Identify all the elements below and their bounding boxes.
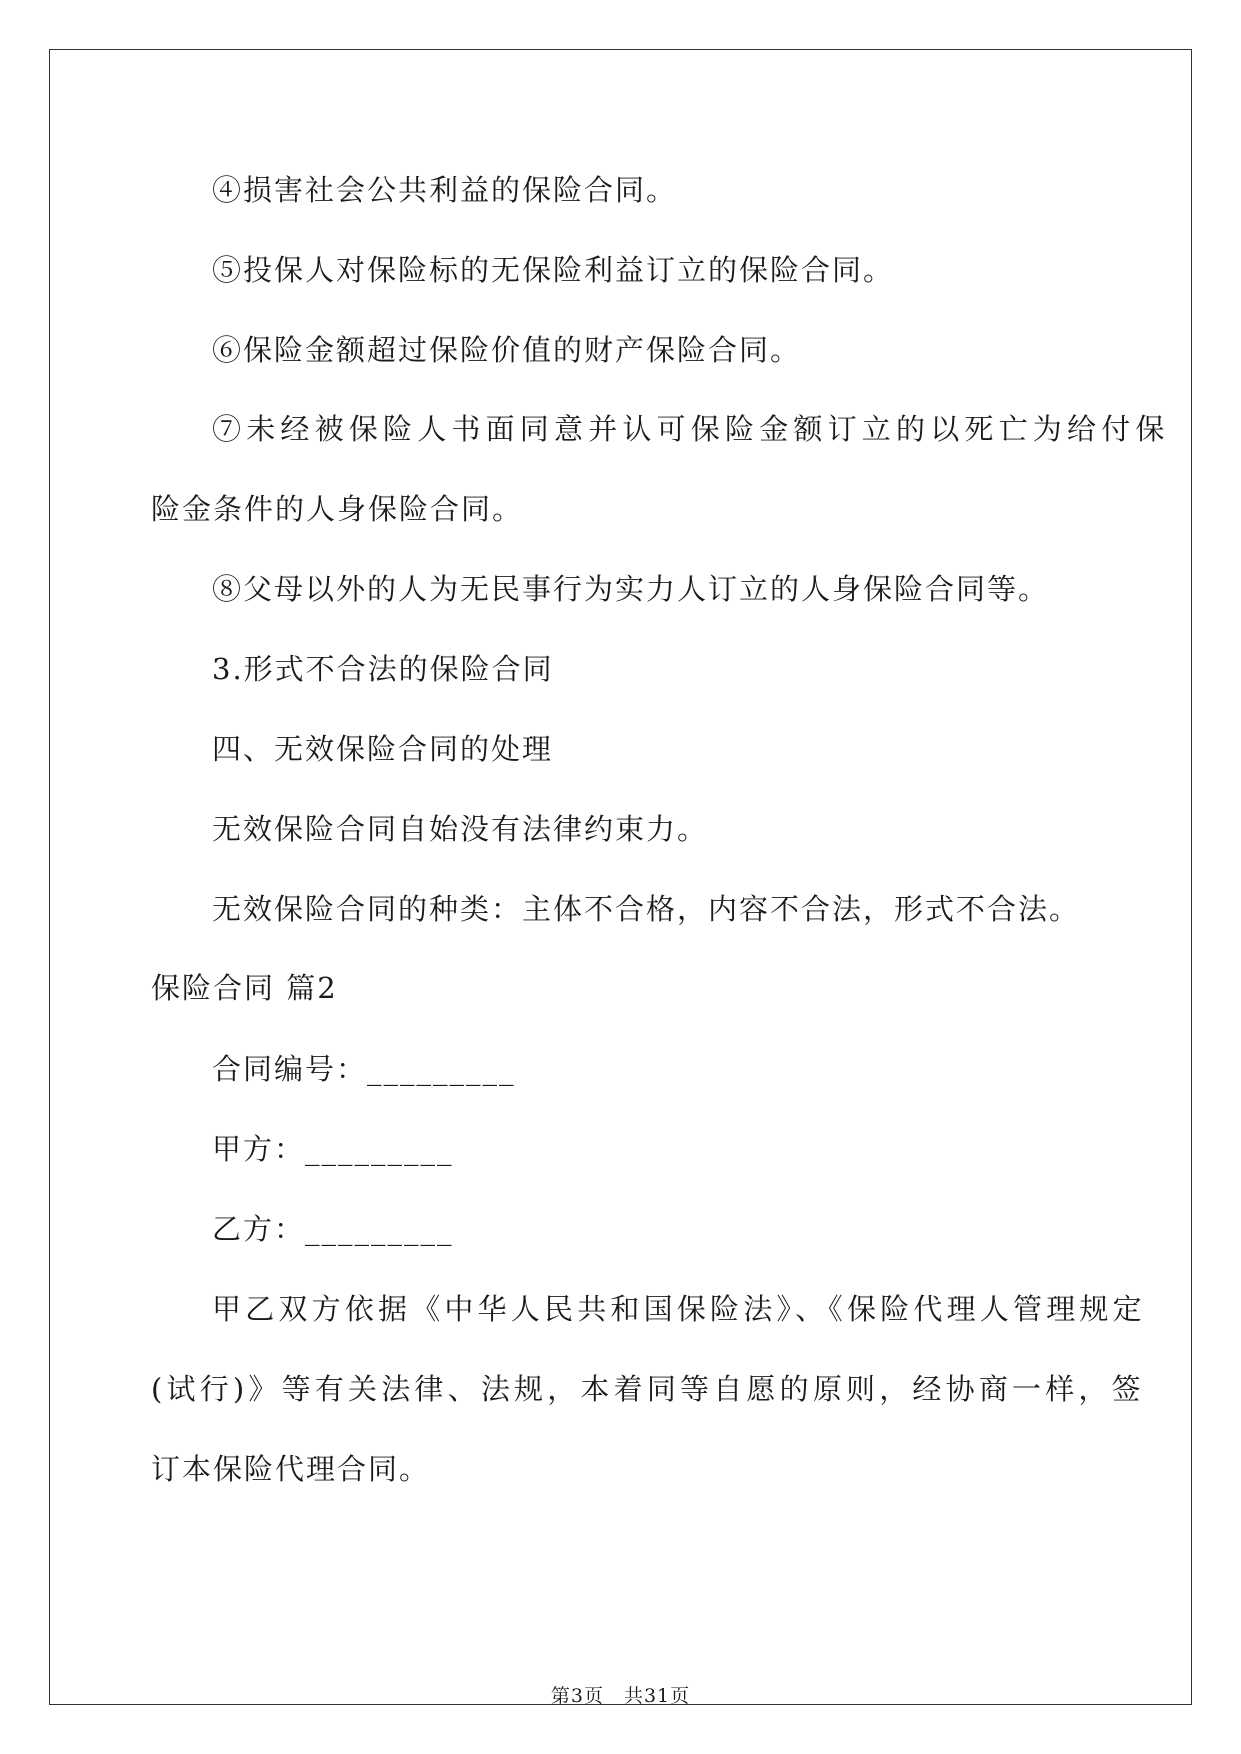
clause-7-line-1: ⑦未经被保险人书面同意并认可保险金额订立的以死亡为给付保 bbox=[212, 412, 1170, 446]
section-3-heading: 3.形式不合法的保险合同 bbox=[212, 652, 554, 686]
article-title: 保险合同 篇2 bbox=[151, 971, 338, 1005]
party-b-field: 乙方：_________ bbox=[212, 1212, 454, 1246]
preamble-line-3: 订本保险代理合同。 bbox=[151, 1452, 431, 1486]
clause-4: ④损害社会公共利益的保险合同。 bbox=[212, 173, 678, 207]
paragraph-no-binding: 无效保险合同自始没有法律约束力。 bbox=[212, 812, 709, 846]
clause-7-line-2: 险金条件的人身保险合同。 bbox=[151, 492, 524, 526]
contract-number-field: 合同编号：_________ bbox=[212, 1052, 516, 1086]
clause-6: ⑥保险金额超过保险价值的财产保险合同。 bbox=[212, 333, 802, 367]
page-number-footer: 第3页 共31页 bbox=[550, 1685, 691, 1707]
paragraph-types: 无效保险合同的种类：主体不合格，内容不合法，形式不合法。 bbox=[212, 892, 1081, 926]
preamble-line-2: (试行)》等有关法律、法规，本着同等自愿的原则，经协商一样，签 bbox=[151, 1372, 1145, 1406]
clause-5: ⑤投保人对保险标的无保险利益订立的保险合同。 bbox=[212, 253, 895, 287]
section-four-heading: 四、无效保险合同的处理 bbox=[212, 732, 554, 766]
clause-8: ⑧父母以外的人为无民事行为实力人订立的人身保险合同等。 bbox=[212, 572, 1050, 606]
preamble-line-1: 甲乙双方依据《中华人民共和国保险法》、《保险代理人管理规定 bbox=[212, 1292, 1146, 1326]
party-a-field: 甲方：_________ bbox=[212, 1132, 454, 1166]
